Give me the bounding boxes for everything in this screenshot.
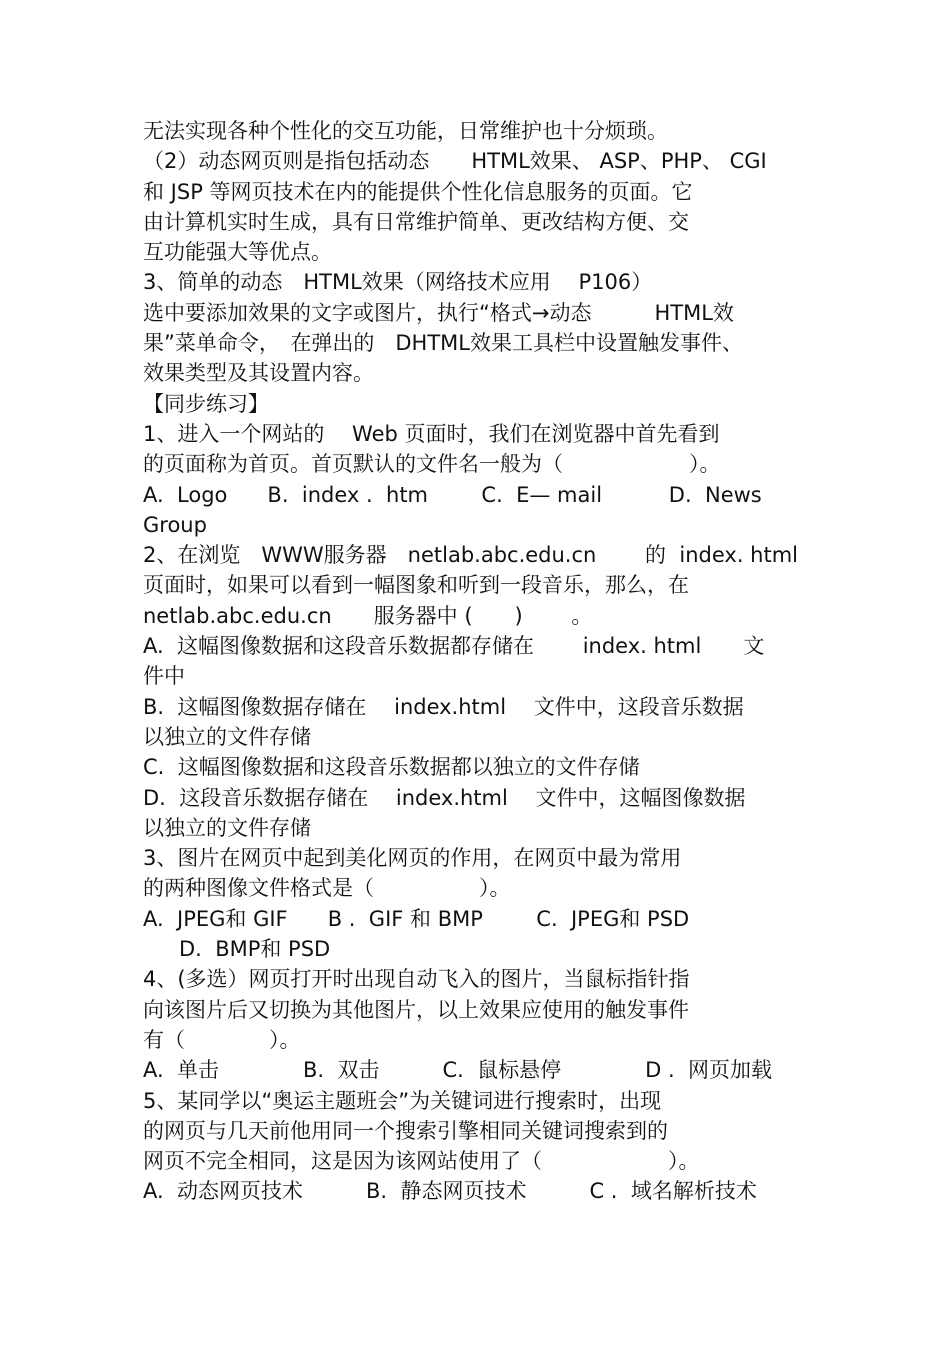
- question-3: 的两种图像文件格式是（ ）。: [143, 876, 511, 901]
- text-line: 由计算机实时生成，具有日常维护简单、更改结构方便、交: [143, 209, 689, 234]
- question-2: netlab.abc.edu.cn 服务器中 ( ) 。: [143, 603, 593, 628]
- question-5: 的网页与几天前他用同一个搜索引擎相同关键词搜索到的: [143, 1118, 668, 1143]
- question-2-option-d: D. 这段音乐数据存储在 index.html 文件中，这幅图像数据: [143, 785, 746, 810]
- question-4: 4、(多选）网页打开时出现自动飞入的图片，当鼠标指针指: [143, 967, 690, 992]
- text-line: 和 JSP 等网页技术在内的能提供个性化信息服务的页面。它: [143, 179, 693, 204]
- section-heading: 3、简单的动态 HTML效果（网络技术应用 P106）: [143, 270, 653, 295]
- question-1: 1、进入一个网站的 Web 页面时，我们在浏览器中首先看到: [143, 421, 720, 446]
- question-2-option-d: 以独立的文件存储: [143, 815, 311, 840]
- question-2: 页面时，如果可以看到一幅图象和听到一段音乐，那么，在: [143, 573, 689, 598]
- question-2-option-b: B. 这幅图像数据存储在 index.html 文件中，这段音乐数据: [143, 694, 744, 719]
- question-3-options: D. BMP和 PSD: [179, 937, 331, 962]
- question-1-options: A. Logo B. index . htm C. E— mail D. News: [143, 482, 762, 507]
- text-line: 选中要添加效果的文字或图片，执行“格式→动态 HTML效: [143, 300, 734, 325]
- question-5-options: A. 动态网页技术 B. 静态网页技术 C . 域名解析技术: [143, 1179, 757, 1204]
- text-line: 果”菜单命令， 在弹出的 DHTML效果工具栏中设置触发事件、: [143, 331, 743, 356]
- question-4-options: A. 单击 B. 双击 C. 鼠标悬停 D . 网页加载: [143, 1058, 773, 1083]
- question-4: 向该图片后又切换为其他图片，以上效果应使用的触发事件: [143, 997, 689, 1022]
- question-1-options: Group: [143, 512, 207, 537]
- question-2-option-b: 以独立的文件存储: [143, 724, 311, 749]
- question-5: 5、某同学以“奥运主题班会”为关键词进行搜索时，出现: [143, 1088, 662, 1113]
- exercise-heading: 【同步练习】: [143, 391, 269, 416]
- document-page: [143, 116, 823, 1207]
- question-5: 网页不完全相同，这是因为该网站使用了（ ）。: [143, 1149, 700, 1174]
- question-2-option-a: 件中: [143, 664, 185, 689]
- text-line: （2）动态网页则是指包括动态 HTML效果、 ASP、PHP、 CGI: [143, 149, 767, 174]
- question-4: 有（ ）。: [143, 1027, 301, 1052]
- question-2-option-a: A. 这幅图像数据和这段音乐数据都存储在 index. html 文: [143, 634, 765, 659]
- text-line: 无法实现各种个性化的交互功能，日常维护也十分烦琐。: [143, 119, 668, 143]
- question-2: 2、在浏览 WWW服务器 netlab.abc.edu.cn 的 index. html: [143, 543, 798, 568]
- question-3-options: A. JPEG和 GIF B . GIF 和 BMP C. JPEG和 PSD: [143, 906, 690, 931]
- question-2-option-c: C. 这幅图像数据和这段音乐数据都以独立的文件存储: [143, 755, 640, 780]
- question-1: 的页面称为首页。首页默认的文件名一般为（ ）。: [143, 452, 721, 477]
- text-line: 互功能强大等优点。: [143, 240, 332, 265]
- text-line: 效果类型及其设置内容。: [143, 361, 374, 386]
- question-3: 3、图片在网页中起到美化网页的作用，在网页中最为常用: [143, 846, 682, 871]
